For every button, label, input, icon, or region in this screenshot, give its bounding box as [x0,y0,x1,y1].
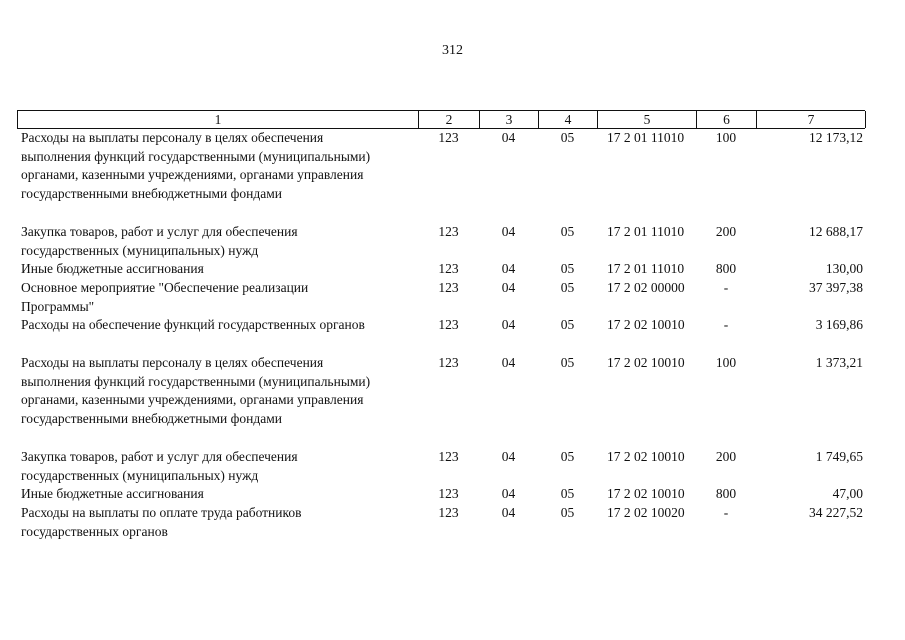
table-header-row [17,110,865,129]
row-code-3: 04 [501,317,516,333]
row-code-6: 100 [715,355,737,371]
table-row [17,129,865,204]
table-row [17,504,865,541]
row-code-4: 05 [560,261,575,277]
row-code-2: 123 [438,504,459,520]
row-amount: 130,00 [825,261,863,277]
row-code-2: 123 [438,317,459,333]
table-row [17,223,865,260]
row-code-6: 800 [715,486,737,502]
row-code-6: 100 [715,130,737,145]
header-col-3: 3 [480,111,539,128]
table-row [17,316,865,335]
row-code-2: 123 [438,486,459,502]
row-code-4: 05 [560,355,575,371]
row-name: Расходы на выплаты персоналу в целях обеспечения выполнения функций государственными (муниципальными) органами, казенными учреждениями, органами управления государственными внебюджетными фондами [21,355,371,427]
row-amount: 1 373,21 [815,355,863,371]
row-code-3: 04 [501,223,516,239]
row-code-6: 200 [715,223,737,239]
row-code-6: - [723,279,729,295]
row-name: Расходы на выплаты по оплате труда работников государственных органов [21,504,302,539]
row-code-6: - [723,317,729,333]
row-code-6: 200 [715,448,737,464]
row-code-3: 04 [501,279,516,295]
row-code-5: 17 2 02 10010 [607,448,685,464]
row-name: Расходы на обеспечение функций государственных органов [21,317,365,333]
header-col-1: 1 [18,111,419,128]
budget-table [17,110,865,541]
header-col-2: 2 [419,111,480,128]
row-code-5: 17 2 01 11010 [607,261,685,277]
table-row [17,448,865,485]
header-col-5: 5 [598,111,697,128]
row-name: Закупка товаров, работ и услуг для обеспечения государственных (муниципальных) нужд [21,448,298,483]
row-code-4: 05 [560,317,575,333]
table-row [17,279,865,316]
row-code-4: 05 [560,486,575,502]
row-code-5: 17 2 01 11010 [607,130,685,145]
row-code-4: 05 [560,504,575,520]
row-amount: 34 227,52 [809,504,863,520]
row-code-3: 04 [501,261,516,277]
row-code-5: 17 2 01 11010 [607,223,685,239]
table-row [17,260,865,279]
row-amount: 1 749,65 [815,448,863,464]
row-amount: 3 169,86 [815,317,863,333]
row-code-4: 05 [560,223,575,239]
row-amount: 12 688,17 [809,223,863,239]
row-amount: 47,00 [832,486,863,502]
header-col-7: 7 [757,111,866,128]
row-code-3: 04 [501,486,516,502]
page-number: 312 [442,43,463,58]
header-col-6: 6 [697,111,757,128]
row-code-4: 05 [560,279,575,295]
row-name: Иные бюджетные ассигнования [21,261,204,277]
row-code-5: 17 2 02 00000 [607,279,685,295]
row-code-3: 04 [501,448,516,464]
table-row [17,485,865,504]
row-code-6: 800 [715,261,737,277]
row-code-2: 123 [438,130,459,145]
header-col-4: 4 [539,111,598,128]
row-amount: 12 173,12 [809,130,863,145]
row-code-2: 123 [438,223,459,239]
row-code-3: 04 [501,504,516,520]
row-code-3: 04 [501,355,516,371]
row-code-5: 17 2 02 10010 [607,486,685,502]
row-code-5: 17 2 02 10010 [607,355,685,371]
row-name: Расходы на выплаты персоналу в целях обеспечения выполнения функций государственными (муниципальными) органами, казенными учреждениями, органами управления государственными внебюджетными фондами [21,130,371,202]
row-code-4: 05 [560,130,575,145]
row-name: Закупка товаров, работ и услуг для обеспечения государственных (муниципальных) нужд [21,223,298,258]
row-amount: 37 397,38 [809,279,863,295]
row-code-3: 04 [501,130,516,145]
row-code-2: 123 [438,355,459,371]
row-code-5: 17 2 02 10010 [607,317,685,333]
row-code-4: 05 [560,448,575,464]
row-name: Иные бюджетные ассигнования [21,486,204,502]
row-code-5: 17 2 02 10020 [607,504,685,520]
row-code-2: 123 [438,448,459,464]
row-code-6: - [723,504,729,520]
row-code-2: 123 [438,279,459,295]
row-name: Основное мероприятие "Обеспечение реализации Программы" [21,279,309,314]
row-code-2: 123 [438,261,459,277]
table-row [17,354,865,429]
